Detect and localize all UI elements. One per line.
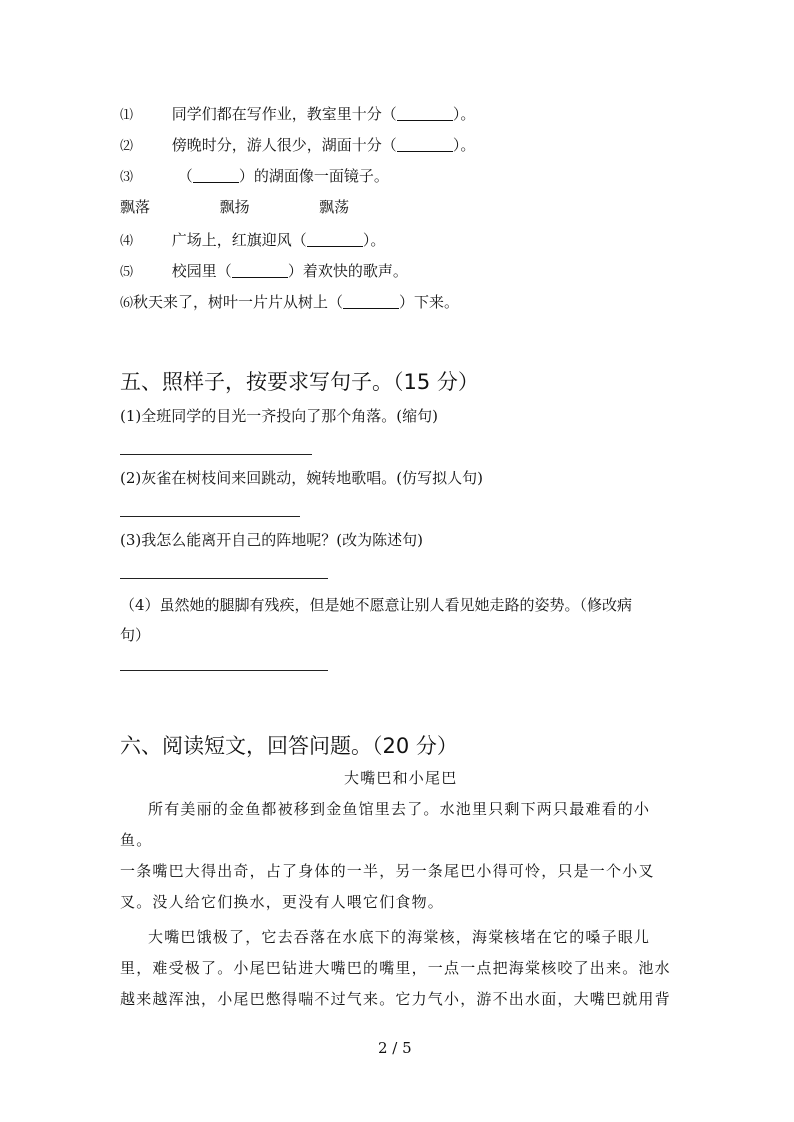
answer-blank[interactable]: [397, 137, 453, 152]
item-number: ⑵: [120, 139, 134, 154]
sentence-after: ）。: [452, 136, 476, 154]
answer-blank[interactable]: [307, 232, 363, 247]
fill-item-5: [120, 260, 408, 281]
sentence-before: 傍晚时分，游人很少，湖面十分（: [171, 136, 397, 154]
word-option: 飘扬: [219, 198, 250, 216]
fill-item-6: [120, 291, 459, 312]
sentence-before: 校园里（: [171, 262, 232, 280]
fill-item-1: [120, 103, 475, 124]
answer-line-1[interactable]: [120, 454, 312, 455]
fill-item-3: [120, 165, 389, 186]
section-5-heading: 五、照样子，按要求写句子。（15 分）: [120, 370, 479, 394]
word-options: [120, 196, 349, 217]
answer-blank[interactable]: [397, 106, 453, 121]
rewrite-item-2: (2)灰雀在树枝间来回跳动，婉转地歌唱。(仿写拟人句): [120, 469, 483, 487]
fill-item-4: [120, 229, 385, 250]
story-line-5: 大嘴巴饿极了，它去吞落在水底下的海棠核，海棠核堵在它的嗓子眼儿: [148, 928, 651, 946]
sentence-after: ）下来。: [399, 293, 460, 311]
story-line-3: 一条嘴巴大得出奇，占了身体的一半，另一条尾巴小得可怜，只是一个小叉: [120, 862, 655, 880]
item-number: ⑴: [120, 108, 134, 123]
word-option: 飘落: [120, 198, 151, 216]
sentence-after: ）。: [452, 105, 476, 123]
answer-blank[interactable]: [193, 168, 239, 183]
answer-blank[interactable]: [232, 263, 288, 278]
story-line-6: 里，难受极了。小尾巴钻进大嘴巴的嘴里，一点一点把海棠核咬了出来。池水: [120, 959, 671, 977]
sentence-before: （: [177, 167, 193, 185]
story-line-1: 所有美丽的金鱼都被移到金鱼馆里去了。水池里只剩下两只最难看的小: [148, 800, 651, 818]
page-number: 2 / 5: [378, 1039, 412, 1057]
story-line-7: 越来越浑浊，小尾巴憋得喘不过气来。它力气小，游不出水面，大嘴巴就用背: [120, 990, 671, 1008]
answer-blank[interactable]: [343, 294, 399, 309]
sentence-before: 广场上，红旗迎风（: [171, 231, 307, 249]
rewrite-item-1: (1)全班同学的目光一齐投向了那个角落。(缩句): [120, 407, 438, 425]
item-number: ⑹: [120, 296, 134, 311]
story-title: 大嘴巴和小尾巴: [344, 769, 458, 787]
sentence-after: ）的湖面像一面镜子。: [238, 167, 389, 185]
fill-item-2: [120, 134, 475, 155]
answer-line-2[interactable]: [120, 516, 300, 517]
section-6-heading: 六、阅读短文，回答问题。（20 分）: [120, 734, 458, 758]
sentence-after: ）着欢快的歌声。: [287, 262, 408, 280]
word-option: 飘荡: [319, 198, 350, 216]
sentence-after: ）。: [362, 231, 386, 249]
rewrite-item-4-cont: 句）: [120, 626, 151, 644]
sentence-before: 秋天来了，树叶一片片从树上（: [133, 293, 344, 311]
rewrite-item-3: (3)我怎么能离开自己的阵地呢？(改为陈述句): [120, 531, 423, 549]
rewrite-item-4: （4）虽然她的腿脚有残疾，但是她不愿意让别人看见她走路的姿势。（修改病: [120, 596, 633, 614]
item-number: ⑷: [120, 234, 134, 249]
sentence-before: 同学们都在写作业，教室里十分（: [171, 105, 397, 123]
story-line-4: 叉。没人给它们换水，更没有人喂它们食物。: [120, 893, 445, 911]
item-number: ⑸: [120, 265, 134, 280]
answer-line-4[interactable]: [120, 670, 328, 671]
item-number: ⑶: [120, 170, 134, 185]
answer-line-3[interactable]: [120, 578, 328, 579]
story-line-2: 鱼。: [120, 831, 153, 849]
